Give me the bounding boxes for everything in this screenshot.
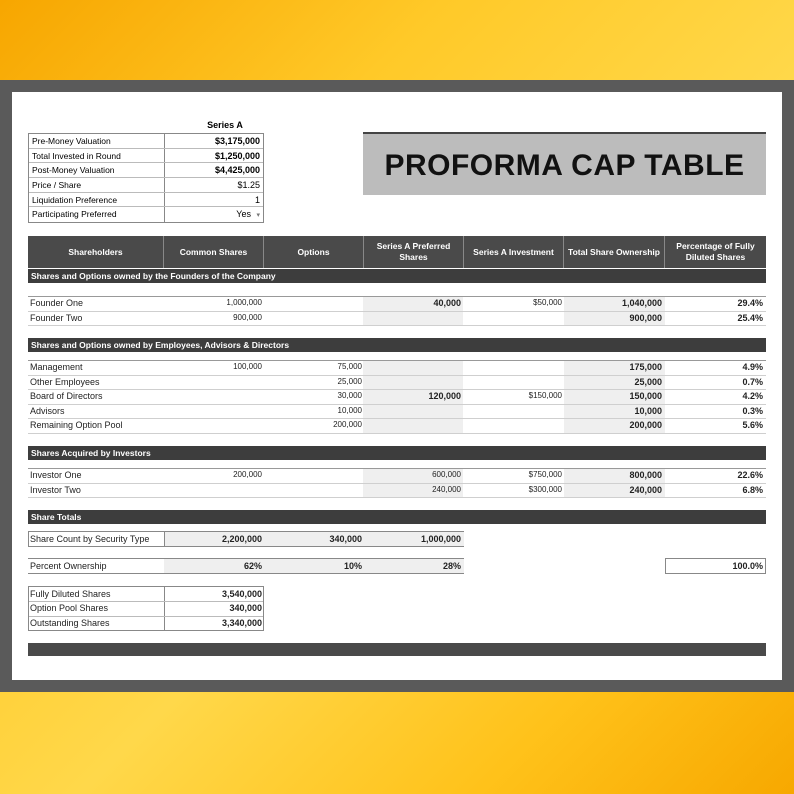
percent-common[interactable]: 62% <box>243 561 262 571</box>
cell-pct[interactable]: 5.6% <box>742 420 763 431</box>
row-name: Advisors <box>30 405 65 416</box>
summary-label: Liquidation Preference <box>29 193 165 207</box>
summary-row <box>29 163 263 178</box>
footer-bar <box>28 643 766 656</box>
row-name: Investor One <box>30 470 82 480</box>
diluted-label: Option Pool Shares <box>30 603 109 613</box>
summary-row <box>29 178 263 193</box>
cell-invest[interactable]: $50,000 <box>533 298 562 307</box>
diluted-value[interactable]: 3,540,000 <box>221 588 262 599</box>
cell-common[interactable]: 900,000 <box>233 312 262 322</box>
percent-total[interactable]: 100.0% <box>732 561 763 571</box>
diluted-value[interactable]: 340,000 <box>229 603 262 613</box>
summary-label: Pre-Money Valuation <box>29 134 165 148</box>
section-header-employees: Shares and Options owned by Employees, Advisors & Directors <box>28 338 766 352</box>
page-title: PROFORMA CAP TABLE <box>384 149 745 182</box>
cell-total[interactable]: 175,000 <box>629 362 662 372</box>
column-header: Percentage of Fully Diluted Shares <box>676 241 755 262</box>
cell-pct[interactable]: 0.3% <box>742 405 763 416</box>
share-count-common[interactable]: 2,200,000 <box>221 534 262 544</box>
cell-total[interactable]: 240,000 <box>629 484 662 495</box>
cell-common[interactable]: 100,000 <box>233 362 262 371</box>
cell-options[interactable]: 25,000 <box>337 376 362 386</box>
share-count-label: Share Count by Security Type <box>30 534 150 544</box>
cell-pct[interactable]: 29.4% <box>737 298 763 308</box>
summary-value[interactable]: $3,175,000 <box>214 136 260 146</box>
cell-pref[interactable]: 120,000 <box>428 391 461 402</box>
section-header-investors: Shares Acquired by Investors <box>28 446 766 460</box>
cell-total[interactable]: 1,040,000 <box>621 298 662 308</box>
cell-pct[interactable]: 4.2% <box>742 391 763 402</box>
row-name: Remaining Option Pool <box>30 420 123 431</box>
column-header: Total Share Ownership <box>564 236 665 268</box>
summary-value[interactable]: $1,250,000 <box>214 150 260 161</box>
section-header-totals: Share Totals <box>28 510 766 524</box>
spreadsheet-frame <box>0 80 794 692</box>
summary-label: Post-Money Valuation <box>29 163 165 177</box>
share-count-options[interactable]: 340,000 <box>329 534 362 544</box>
column-header: Series A Preferred Shares <box>364 236 464 268</box>
cell-total[interactable]: 200,000 <box>629 420 662 431</box>
cell-total[interactable]: 900,000 <box>629 312 662 323</box>
cell-pref[interactable]: 240,000 <box>432 484 461 494</box>
row-name: Founder One <box>30 298 84 308</box>
title-banner <box>363 132 766 195</box>
cell-invest[interactable]: $150,000 <box>528 391 562 401</box>
summary-label: Price / Share <box>29 178 165 192</box>
section-header-founders: Shares and Options owned by the Founders of the Company <box>28 269 766 283</box>
cell-total[interactable]: 150,000 <box>629 391 662 402</box>
series-a-summary-table <box>28 133 264 223</box>
cell-invest[interactable]: $300,000 <box>528 484 562 494</box>
row-name: Founder Two <box>30 312 83 323</box>
summary-value[interactable]: 1 <box>254 194 260 205</box>
summary-row <box>29 149 263 164</box>
spreadsheet-sheet <box>12 92 782 680</box>
row-name: Board of Directors <box>30 391 103 402</box>
series-a-heading: Series A <box>207 120 243 130</box>
column-header: Options <box>264 236 364 268</box>
percent-options[interactable]: 10% <box>343 561 362 571</box>
column-header: Shareholders <box>28 236 164 268</box>
column-header-row <box>28 236 766 268</box>
summary-row <box>29 134 263 149</box>
column-header: Common Shares <box>164 236 264 268</box>
cell-pct[interactable]: 0.7% <box>742 376 763 387</box>
percent-ownership-label: Percent Ownership <box>30 561 107 571</box>
cell-pref[interactable]: 600,000 <box>432 470 461 479</box>
row-name: Other Employees <box>30 376 100 387</box>
cell-total[interactable]: 25,000 <box>634 376 662 387</box>
select-value: Yes <box>236 209 251 220</box>
share-count-pref[interactable]: 1,000,000 <box>420 534 461 544</box>
cell-pct[interactable]: 22.6% <box>737 470 763 480</box>
cell-pct[interactable]: 6.8% <box>742 484 763 495</box>
cell-options[interactable]: 10,000 <box>337 405 362 415</box>
cell-invest[interactable]: $750,000 <box>528 470 562 479</box>
chevron-down-icon: ▾ <box>256 212 260 220</box>
summary-value[interactable]: $1.25 <box>237 180 260 191</box>
cell-pct[interactable]: 4.9% <box>742 362 763 372</box>
summary-row <box>29 207 263 222</box>
column-header: Series A Investment <box>464 236 564 268</box>
summary-value[interactable]: $4,425,000 <box>214 165 260 176</box>
cell-total[interactable]: 800,000 <box>629 470 662 480</box>
cell-options[interactable]: 75,000 <box>337 362 362 371</box>
cell-pref[interactable]: 40,000 <box>433 298 461 308</box>
cell-total[interactable]: 10,000 <box>634 405 662 416</box>
row-name: Investor Two <box>30 484 81 495</box>
cell-options[interactable]: 30,000 <box>337 391 362 401</box>
summary-row <box>29 193 263 208</box>
cell-options[interactable]: 200,000 <box>333 420 362 430</box>
diluted-value[interactable]: 3,340,000 <box>221 617 262 628</box>
participating-preferred-select[interactable] <box>165 207 263 222</box>
summary-label: Total Invested in Round <box>29 149 165 163</box>
row-name: Management <box>30 362 83 372</box>
cell-pct[interactable]: 25.4% <box>737 312 763 323</box>
cell-common[interactable]: 1,000,000 <box>226 298 262 307</box>
cell-common[interactable]: 200,000 <box>233 470 262 479</box>
diluted-label: Outstanding Shares <box>30 617 110 628</box>
diluted-label: Fully Diluted Shares <box>30 588 111 599</box>
summary-label: Participating Preferred <box>29 207 165 222</box>
percent-pref[interactable]: 28% <box>442 561 461 571</box>
